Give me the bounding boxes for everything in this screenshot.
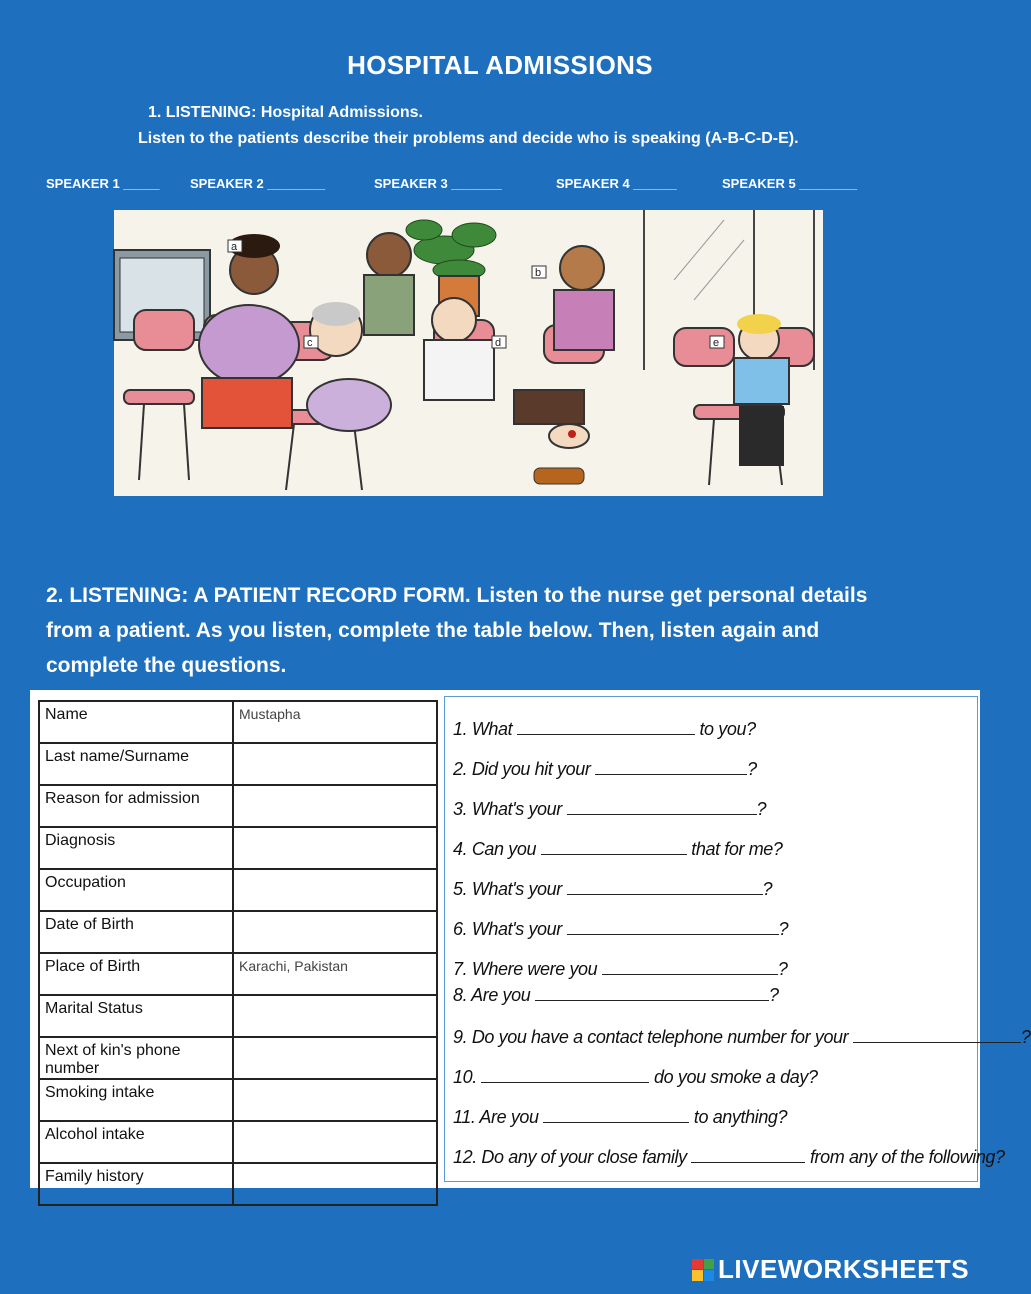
- waiting-room-illustration: [114, 210, 823, 496]
- answer-blank-4[interactable]: [541, 840, 687, 855]
- record-field-label: Diagnosis: [39, 827, 233, 869]
- record-field-label: Next of kin's phone number: [39, 1037, 233, 1079]
- answer-blank-10[interactable]: [481, 1068, 649, 1083]
- question-7: 7. Where were you ?: [453, 959, 788, 979]
- patient-record-table: [38, 700, 438, 1206]
- record-field-value[interactable]: [233, 1079, 437, 1121]
- record-field-label: Reason for admission: [39, 785, 233, 827]
- record-row: [39, 743, 437, 785]
- record-row: [39, 785, 437, 827]
- record-field-value[interactable]: [233, 1121, 437, 1163]
- section2-line1: 2. LISTENING: A PATIENT RECORD FORM. Listen to the nurse get personal details: [46, 584, 868, 607]
- record-row: [39, 1163, 437, 1205]
- label-e: e: [713, 337, 720, 349]
- record-field-value[interactable]: [233, 785, 437, 827]
- record-field-label: Occupation: [39, 869, 233, 911]
- speaker-4-blank[interactable]: SPEAKER 4 ______: [556, 176, 677, 191]
- record-field-value[interactable]: [233, 743, 437, 785]
- record-field-label: Smoking intake: [39, 1079, 233, 1121]
- liveworksheets-brand: LIVEWORKSHEETS: [718, 1254, 970, 1284]
- question-5: 5. What's your ?: [453, 879, 773, 899]
- label-b: b: [535, 267, 542, 279]
- record-field-value[interactable]: Karachi, Pakistan: [233, 953, 437, 995]
- question-10: 10. do you smoke a day?: [453, 1067, 818, 1087]
- questions-panel: [444, 696, 1031, 1182]
- question-8: 8. Are you ?: [453, 985, 779, 1005]
- record-field-label: Marital Status: [39, 995, 233, 1037]
- question-3: 3. What's your ?: [453, 799, 767, 819]
- record-field-label: Last name/Surname: [39, 743, 233, 785]
- answer-blank-5[interactable]: [567, 880, 763, 895]
- record-row: [39, 911, 437, 953]
- answer-blank-3[interactable]: [567, 800, 757, 815]
- speaker-1-blank[interactable]: SPEAKER 1 _____: [46, 176, 160, 191]
- answer-blank-6[interactable]: [567, 920, 779, 935]
- record-row: [39, 1121, 437, 1163]
- answer-blank-8[interactable]: [535, 986, 769, 1001]
- record-row: [39, 869, 437, 911]
- record-row: [39, 953, 437, 995]
- waiting-room-drawing: [114, 210, 823, 496]
- record-row: [39, 701, 437, 743]
- label-d: d: [495, 337, 502, 349]
- answer-blank-9[interactable]: [853, 1028, 1021, 1043]
- section2-line3: complete the questions.: [46, 654, 287, 677]
- record-field-value[interactable]: Mustapha: [233, 701, 437, 743]
- page-title: HOSPITAL ADMISSIONS: [347, 50, 653, 80]
- record-field-label: Family history: [39, 1163, 233, 1205]
- record-field-label: Date of Birth: [39, 911, 233, 953]
- speaker-3-blank[interactable]: SPEAKER 3 _______: [374, 176, 502, 191]
- answer-blank-2[interactable]: [595, 760, 747, 775]
- liveworksheets-logo[interactable]: [692, 1254, 969, 1285]
- patient-record-panel: [30, 690, 1031, 1188]
- record-field-label: Name: [39, 701, 233, 743]
- question-11: 11. Are you to anything?: [453, 1107, 788, 1127]
- speaker-2-blank[interactable]: SPEAKER 2 ________: [190, 176, 326, 191]
- question-1: 1. What to you?: [453, 719, 756, 739]
- record-field-value[interactable]: [233, 1037, 437, 1079]
- label-a: a: [231, 241, 238, 253]
- record-field-value[interactable]: [233, 995, 437, 1037]
- record-row: [39, 1037, 437, 1079]
- record-field-value[interactable]: [233, 911, 437, 953]
- section2-instructions: [46, 578, 966, 683]
- section1-heading: 1. LISTENING: Hospital Admissions.: [148, 104, 423, 121]
- record-row: [39, 995, 437, 1037]
- record-field-label: Alcohol intake: [39, 1121, 233, 1163]
- question-9: 9. Do you have a contact telephone number for your ?: [453, 1027, 1031, 1047]
- liveworksheets-logo-icon: [692, 1259, 714, 1281]
- record-field-value[interactable]: [233, 827, 437, 869]
- record-field-value[interactable]: [233, 1163, 437, 1205]
- question-6: 6. What's your ?: [453, 919, 789, 939]
- question-4: 4. Can you that for me?: [453, 839, 783, 859]
- label-c: c: [307, 337, 313, 349]
- section1-instruction: Listen to the patients describe their problems and decide who is speaking (A-B-C-D-E).: [138, 130, 799, 147]
- question-2: 2. Did you hit your ?: [453, 759, 757, 779]
- speaker-5-blank[interactable]: SPEAKER 5 ________: [722, 176, 858, 191]
- record-field-label: Place of Birth: [39, 953, 233, 995]
- answer-blank-7[interactable]: [602, 960, 778, 975]
- answer-blank-12[interactable]: [691, 1148, 805, 1163]
- record-row: [39, 827, 437, 869]
- record-field-value[interactable]: [233, 869, 437, 911]
- question-12: 12. Do any of your close family from any of the following?: [453, 1147, 1005, 1167]
- record-row: [39, 1079, 437, 1121]
- answer-blank-1[interactable]: [517, 720, 695, 735]
- section2-line2: from a patient. As you listen, complete the table below. Then, listen again and: [46, 619, 820, 642]
- answer-blank-11[interactable]: [543, 1108, 689, 1123]
